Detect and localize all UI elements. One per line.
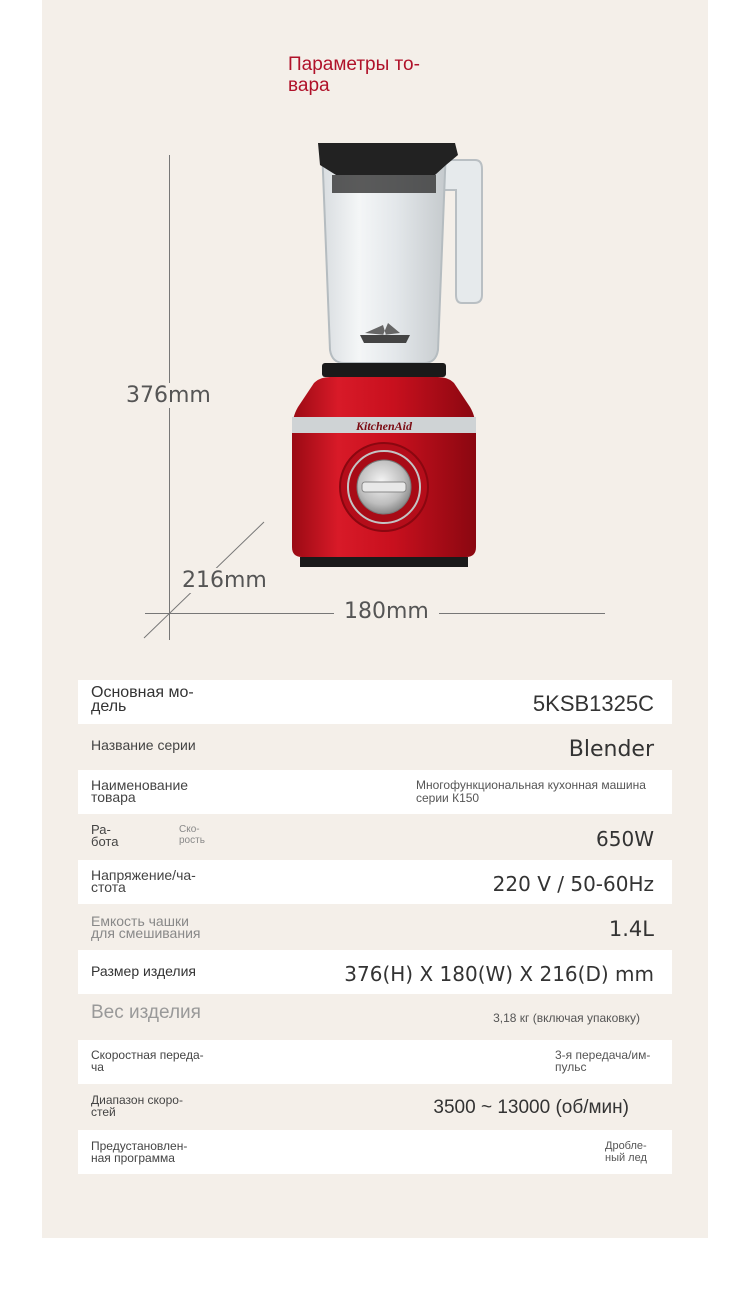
spec-key: Основная мо- дель bbox=[91, 684, 194, 715]
spec-key: Напряжение/ча- стота bbox=[91, 867, 196, 895]
spec-row-size bbox=[78, 950, 672, 994]
spec-row-speed-range bbox=[78, 1085, 672, 1129]
spec-row-power bbox=[78, 815, 672, 859]
spec-value: 3-я передача/им- пульс bbox=[555, 1048, 651, 1074]
spec-value: 5KSB1325C bbox=[532, 691, 654, 716]
page-title: Параметры то- вара bbox=[288, 54, 420, 96]
spec-value: 650W bbox=[596, 827, 654, 851]
width-label: 180mm bbox=[334, 599, 439, 624]
spec-row-capacity bbox=[78, 905, 672, 949]
height-label: 376mm bbox=[126, 383, 211, 408]
brand-logo: KitchenAid bbox=[355, 419, 413, 433]
spec-key: Диапазон скоро- стей bbox=[91, 1093, 183, 1119]
blender-image bbox=[270, 135, 490, 575]
spec-value: 3,18 кг (включая упаковку) bbox=[493, 1011, 640, 1025]
spec-key: Размер изделия bbox=[91, 963, 196, 979]
spec-key: Скоростная переда- ча bbox=[91, 1048, 204, 1074]
spec-value: Дробле- ный лед bbox=[605, 1140, 647, 1164]
spec-value: Blender bbox=[568, 737, 654, 762]
spec-row-gear bbox=[78, 1040, 672, 1084]
spec-key: Название серии bbox=[91, 737, 196, 753]
spec-row-model bbox=[78, 680, 672, 724]
spec-key: Наименование товара bbox=[91, 777, 189, 805]
spec-value: Многофункциональная кухонная машина серии К150 bbox=[416, 778, 646, 805]
spec-key: Вес изделия bbox=[91, 1002, 201, 1023]
spec-value: 376(H) X 180(W) X 216(D) mm bbox=[344, 962, 654, 986]
spec-row-preset bbox=[78, 1130, 672, 1174]
spec-subkey: Ско- рость bbox=[179, 824, 205, 846]
spec-key: Ра- бота bbox=[91, 822, 119, 849]
depth-label: 216mm bbox=[182, 568, 267, 593]
spec-key: Емкость чашки для смешивания bbox=[91, 913, 201, 941]
spec-row-voltage bbox=[78, 860, 672, 904]
spec-row-product-name bbox=[78, 770, 672, 814]
spec-row-weight bbox=[78, 995, 672, 1039]
spec-row-series bbox=[78, 725, 672, 769]
spec-value: 1.4L bbox=[608, 917, 654, 941]
spec-value: 3500 ~ 13000 (об/мин) bbox=[433, 1097, 629, 1118]
spec-value: 220 V / 50-60Hz bbox=[492, 872, 654, 896]
spec-key: Предустановлен- ная программа bbox=[91, 1139, 188, 1165]
